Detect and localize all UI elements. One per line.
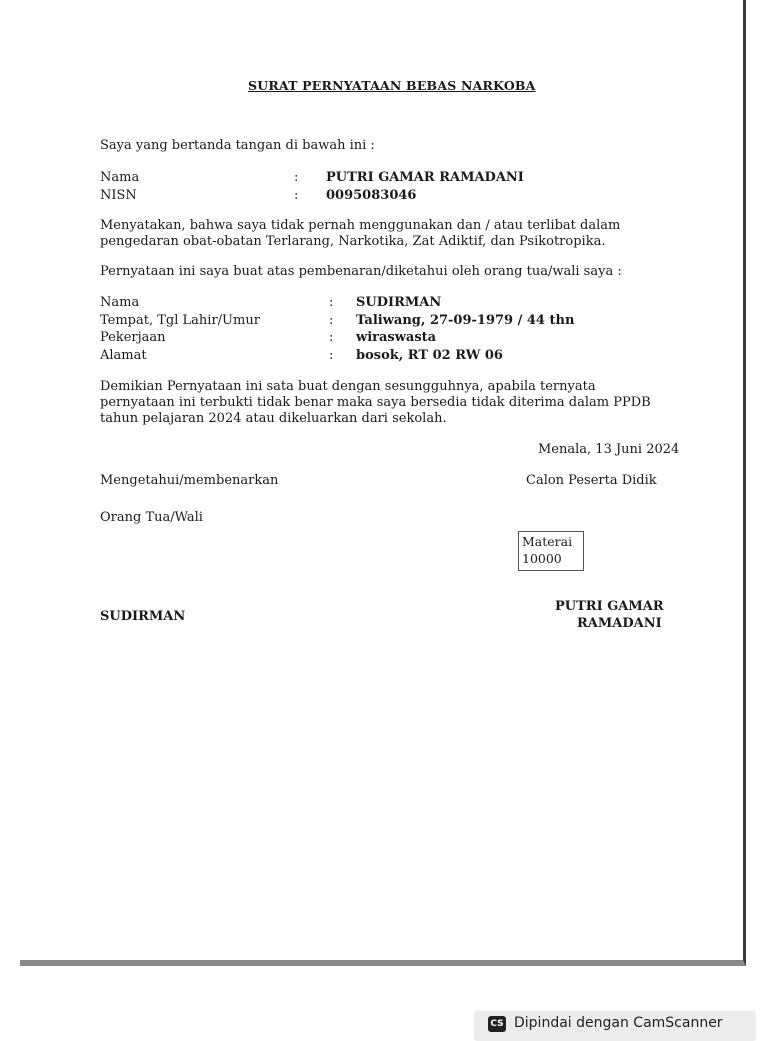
parent-birth-colon: : xyxy=(329,313,334,328)
camscanner-watermark xyxy=(474,1011,756,1041)
parent-name-colon: : xyxy=(329,295,334,310)
sign-right-label: Calon Peserta Didik xyxy=(526,473,657,488)
parent-job-colon: : xyxy=(329,330,334,345)
parent-intro-text: Pernyataan ini saya buat atas pembenaran/diketahui oleh orang tua/wali saya : xyxy=(100,264,622,279)
closing-line-1: Demikian Pernyataan ini sata buat dengan sesungguhnya, apabila ternyata xyxy=(100,379,596,394)
parent-address-value: bosok, RT 02 RW 06 xyxy=(356,348,503,363)
parent-birth-label: Tempat, Tgl Lahir/Umur xyxy=(100,313,260,328)
parent-job-value: wiraswasta xyxy=(356,330,437,345)
student-name-colon: : xyxy=(294,170,299,185)
materai-stamp-box xyxy=(518,531,584,571)
closing-line-3: tahun pelajaran 2024 atau dikeluarkan dari sekolah. xyxy=(100,411,447,426)
student-nisn-label: NISN xyxy=(100,188,137,203)
sign-left-role: Orang Tua/Wali xyxy=(100,510,203,525)
parent-name-label: Nama xyxy=(100,295,140,310)
camscanner-text: Dipindai dengan CamScanner xyxy=(514,1015,723,1031)
parent-address-label: Alamat xyxy=(100,348,147,363)
statement-line-2: pengedaran obat-obatan Terlarang, Narkotika, Zat Adiktif, dan Psikotropika. xyxy=(100,234,606,249)
parent-job-label: Pekerjaan xyxy=(100,330,166,345)
student-nisn-value: 0095083046 xyxy=(326,188,417,203)
student-nisn-colon: : xyxy=(294,188,299,203)
signer-right-name-line-1: PUTRI GAMAR xyxy=(555,599,664,614)
materai-label: Materai xyxy=(522,534,573,549)
camscanner-logo-icon: CS xyxy=(488,1016,506,1032)
signer-left-name: SUDIRMAN xyxy=(100,609,186,624)
sign-left-label: Mengetahui/membenarkan xyxy=(100,473,279,488)
document-title: SURAT PERNYATAAN BEBAS NARKOBA xyxy=(248,78,536,93)
student-name-value: PUTRI GAMAR RAMADANI xyxy=(326,170,524,185)
statement-line-1: Menyatakan, bahwa saya tidak pernah menggunakan dan / atau terlibat dalam xyxy=(100,218,621,233)
place-date: Menala, 13 Juni 2024 xyxy=(538,442,680,457)
intro-text: Saya yang bertanda tangan di bawah ini : xyxy=(100,138,375,153)
signer-right-name-line-2: RAMADANI xyxy=(577,616,662,631)
parent-address-colon: : xyxy=(329,348,334,363)
parent-birth-value: Taliwang, 27-09-1979 / 44 thn xyxy=(356,313,575,328)
parent-name-value: SUDIRMAN xyxy=(356,295,442,310)
materai-value: 10000 xyxy=(522,551,562,566)
student-name-label: Nama xyxy=(100,170,140,185)
closing-line-2: pernyataan ini terbukti tidak benar maka saya bersedia tidak diterima dalam PPDB xyxy=(100,395,651,410)
